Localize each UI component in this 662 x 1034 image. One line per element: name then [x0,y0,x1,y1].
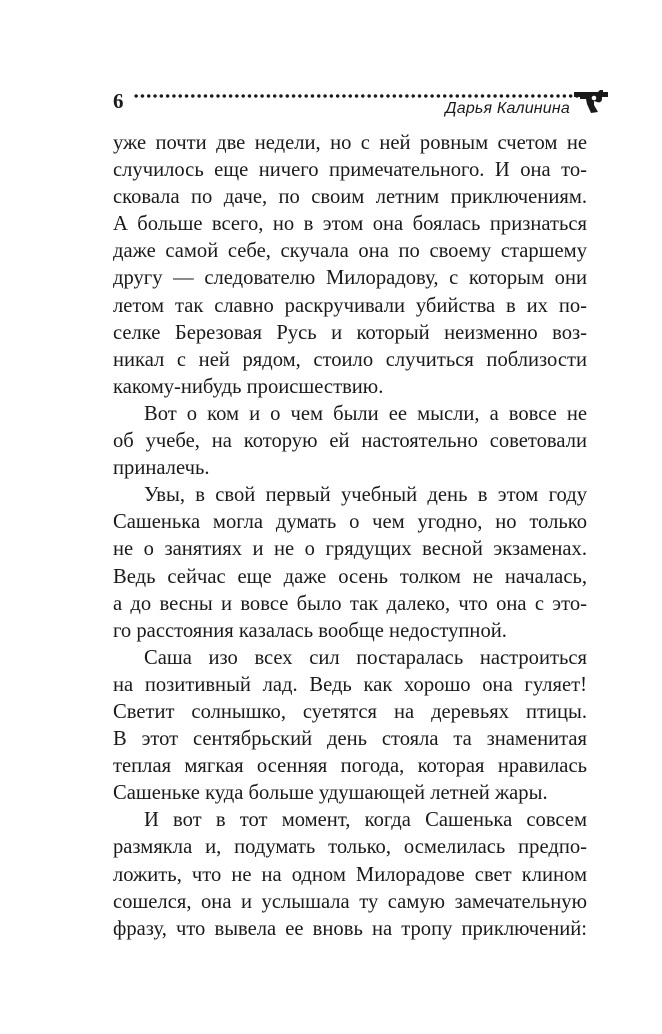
dotted-rule [133,94,583,98]
text-line: размякла и, подумать только, осмелилась предпо- [113,836,587,859]
text-line: Ведь сейчас еще даже осень толком не началась, [113,565,587,588]
text-line: В этот сентябрьский день стояла та знаменитая [113,728,587,751]
text-line: летом так славно раскручивали убийства в их по- [113,294,587,317]
text-line: Сашеньке куда больше удушающей летней жары. [113,782,548,805]
text-line: не о занятиях и не о грядущих весной экзаменах. [113,538,587,561]
text-line: А больше всего, но в этом она боялась признаться [113,213,587,236]
text-line: другу — следователю Милорадову, с которым они [113,267,587,290]
running-head-author: Дарья Калинина [445,100,570,117]
text-line: приналечь. [113,457,210,480]
text-line: на позитивный лад. Ведь как хорошо она гуляет! [113,673,587,696]
paragraph-4 [113,645,587,808]
page-header [113,84,610,120]
text-line: Вот о ком и о чем были ее мысли, а вовсе не [144,402,587,425]
text-line: ложить, что не на одном Милорадове свет клином [113,863,587,886]
text-line: селке Березовая Русь и который неизменно воз- [113,321,587,344]
paragraph-2 [113,401,587,482]
text-line: Светит солнышко, суетятся на деревьях птицы. [113,700,587,723]
revolver-icon [572,88,610,114]
text-line: Увы, в свой первый учебный день в этом году [144,484,587,507]
text-line: а до весны и вовсе было так далеко, что она с это- [113,592,587,615]
text-line: Сашенька могла думать о чем угодно, но только [113,511,587,534]
paragraph-1 [113,130,587,401]
page-number: 6 [113,89,124,113]
body-text [113,130,587,943]
text-line: никал с ней рядом, стоило случиться поблизости [113,348,587,371]
paragraph-3 [113,482,587,645]
text-line: го расстояния казалась вообще недоступной. [113,619,507,642]
text-line: теплая мягкая осенняя погода, которая нравилась [113,755,587,778]
text-line: сковала по даче, по своим летним приключениям. [113,186,587,209]
text-line: даже самой себе, скучала она по своему старшему [113,240,587,263]
paragraph-5 [113,807,587,942]
text-line: сошелся, она и услышала ту самую замечательную [113,890,587,913]
text-line: фразу, что вывела ее вновь на тропу приключений: [113,917,587,940]
text-line: И вот в тот момент, когда Сашенька совсем [144,809,587,832]
text-line: об учебе, на которую ей настоятельно советовали [113,430,587,453]
text-line: какому-нибудь происшествию. [113,375,384,398]
text-line: уже почти две недели, но с ней ровным счетом не [113,132,587,154]
text-line: Саша изо всех сил постаралась настроиться [144,646,587,669]
text-line: случилось еще ничего примечательного. И она то- [113,159,587,182]
